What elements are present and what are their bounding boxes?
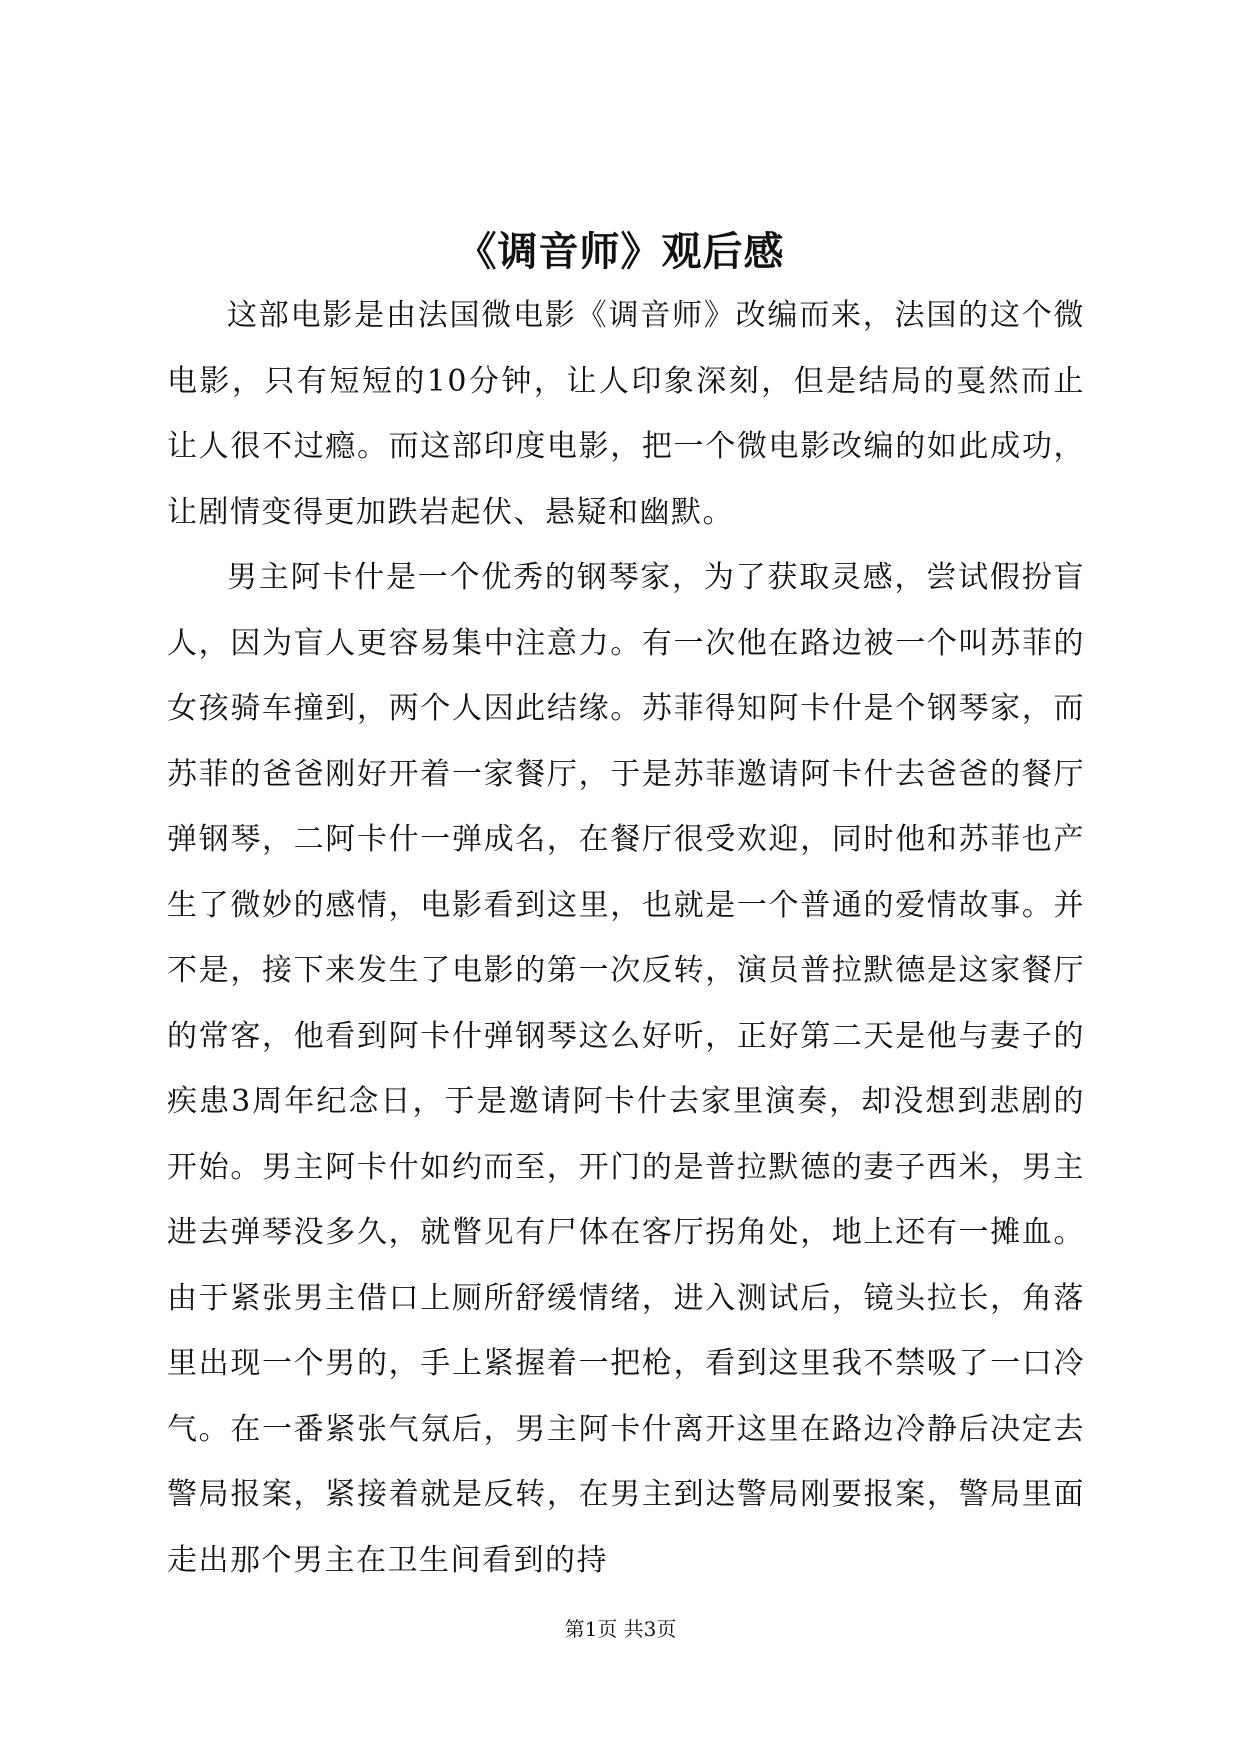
paragraph-1: 这部电影是由法国微电影《调音师》改编而来，法国的这个微电影，只有短短的10分钟，让人印象深刻，但是结局的戛然而止让人很不过瘾。而这部印度电影，把一个微电影改编的如此成功，让剧情变得更加跌岩起伏、悬疑和幽默。 [167, 298, 1085, 530]
paragraph-2: 男主阿卡什是一个优秀的钢琴家，为了获取灵感，尝试假扮盲人，因为盲人更容易集中注意力。有一次他在路边被一个叫苏菲的女孩骑车撞到，两个人因此结缘。苏菲得知阿卡什是个钢琴家，而苏菲的爸爸刚好开着一家餐厅，于是苏菲邀请阿卡什去爸爸的餐厅弹钢琴，二阿卡什一弹成名，在餐厅很受欢迎，同时他和苏菲也产生了微妙的感情，电影看到这里，也就是一个普通的爱情故事。并不是，接下来发生了电影的第一次反转，演员普拉默德是这家餐厅的常客，他看到阿卡什弹钢琴这么好听，正好第二天是他与妻子的疾患3周年纪念日，于是邀请阿卡什去家里演奏，却没想到悲剧的开始。男主阿卡什如约而至，开门的是普拉默德的妻子西米，男主进去弹琴没多久，就瞥见有尸体在客厅拐角处，地上还有一摊血。由于紧张男主借口上厕所舒缓情绪，进入测试后，镜头拉长，角落里出现一个男的，手上紧握着一把枪，看到这里我不禁吸了一口冷气。在一番紧张气氛后，男主阿卡什离开这里在路边冷静后决定去警局报案，紧接着就是反转，在男主到达警局刚要报案，警局里面走出那个男主在卫生间看到的持 [167, 560, 1085, 1578]
page-footer: 第1页 共3页 [564, 1617, 677, 1641]
document-title: 《调音师》观后感 [456, 228, 785, 275]
document-body [167, 283, 1085, 1593]
